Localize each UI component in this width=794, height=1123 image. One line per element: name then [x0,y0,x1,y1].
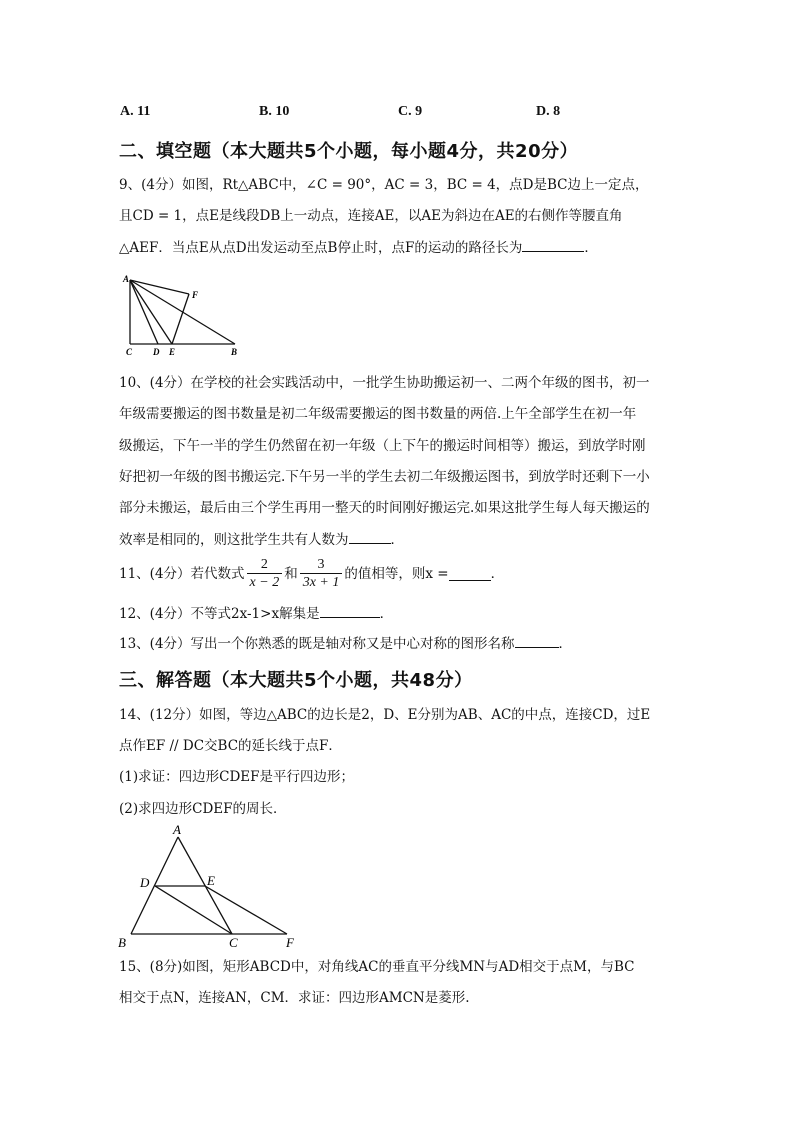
option-d: D. 8 [536,104,561,119]
q9-label-e: E [169,347,176,357]
q10-line-2: 年级需要搬运的图书数量是初二年级需要搬运的图书数量的两倍.上午全部学生在初一年 [119,406,637,422]
q10-line-4: 好把初一年级的图书搬运完.下午另一半的学生去初二年级搬运图书，到放学时还剩下一小 [119,469,650,485]
q12-line [119,603,393,624]
q14-label-d: D [140,875,150,890]
q9-label-f: F [192,290,199,300]
q9-line-2: 且CD = 1，点E是线段DB上一动点，连接AE，以AE为斜边在AE的右侧作等腰直角 [119,208,623,224]
q10-line-5: 部分未搬运，最后由三个学生再用一整天的时间刚好搬运完.如果这批学生每人每天搬运的 [119,500,650,516]
q14-figure [112,822,312,952]
option-b: B. 10 [259,104,290,119]
q14-label-f: F [286,935,294,950]
q14-label-a: A [173,822,181,837]
q9-label-a: A [123,274,130,284]
section-2-title: 二、填空题（本大题共5个小题，每小题4分，共20分） [119,141,579,162]
q15-line-1: 15、(8分)如图，矩形ABCD中，对角线AC的垂直平分线MN与AD相交于点M，与BC [119,959,635,975]
q11-frac1-denominator: x − 2 [247,573,283,591]
q12-end: ． [379,606,394,622]
q15-line-2: 相交于点N，连接AN，CM．求证：四边形AMCN是菱形. [119,990,470,1006]
q9-label-b: B [231,347,238,357]
q9-line-1: 9、(4分）如图，Rt△ABC中，∠C = 90°，AC = 3，BC = 4，点D是BC边上一定点， [119,177,649,193]
q14-part-2: (2)求四边形CDEF的周长． [119,801,287,817]
option-c: C. 9 [398,104,423,119]
q9-label-c: C [126,347,133,357]
q14-label-b: B [118,935,126,950]
q13-line [119,633,572,654]
q11-line [119,556,504,591]
q13-text: 13、(4分）写出一个你熟悉的既是轴对称又是中心对称的图形名称 [119,636,515,652]
q9-segment-ae [130,280,172,344]
q11-fraction-2 [300,556,343,591]
q10-line-6 [119,529,404,550]
q14-part-1: (1)求证：四边形CDEF是平行四边形； [119,769,354,785]
q10-line-1: 10、(4分）在学校的社会实践活动中，一批学生协助搬运初一、二两个年级的图书，初一 [119,375,650,391]
q9-line-3-end: ． [584,240,598,256]
q13-answer-blank[interactable] [515,633,559,648]
q14-segment-dc [155,886,232,934]
q10-last-end: ． [390,532,404,548]
q11-frac2-numerator: 3 [317,557,325,572]
q12-answer-blank[interactable] [320,603,380,618]
q10-line-3: 级搬运，下午一半的学生仍然留在初一年级（上下午的搬运时间相等）搬运，到放学时刚 [119,438,646,454]
q10-last-text: 效率是相同的，则这批学生共有人数为 [119,532,349,548]
q9-segment-fe [172,294,189,344]
q11-suffix: 的值相等，则x = [344,565,449,582]
q13-end: ． [558,636,573,652]
section-3-title: 三、解答题（本大题共5个小题，共48分） [119,670,473,691]
q14-label-c: C [229,935,238,950]
q11-mid: 和 [284,565,298,582]
q11-answer-blank[interactable] [449,566,491,581]
q14-line-2: 点作EF // DC交BC的延长线于点F． [119,738,342,754]
q9-line-3 [119,237,598,258]
q9-segment-ad [130,280,158,344]
q9-figure [115,272,245,362]
q11-frac2-denominator: 3x + 1 [300,573,343,591]
q14-segment-ef [205,886,287,934]
q9-segment-af [130,280,189,294]
q14-line-1: 14、(12分）如图，等边△ABC的边长是2，D、E分别为AB、AC的中点，连接CD，过E [119,707,651,723]
q9-label-d: D [153,347,160,357]
q14-label-e: E [207,873,215,888]
q11-end: ． [490,565,505,582]
option-a: A. 11 [120,104,151,119]
q9-line-3-text: △AEF．当点E从点D出发运动至点B停止时，点F的运动的路径长为 [119,240,523,256]
q11-frac1-numerator: 2 [260,557,268,572]
q12-text: 12、(4分）不等式2x-1>x解集是 [119,606,320,622]
q11-fraction-1 [247,556,283,591]
q10-answer-blank[interactable] [349,529,391,544]
q9-answer-blank[interactable] [522,237,584,252]
q11-prefix: 11、(4分）若代数式 [119,565,245,582]
